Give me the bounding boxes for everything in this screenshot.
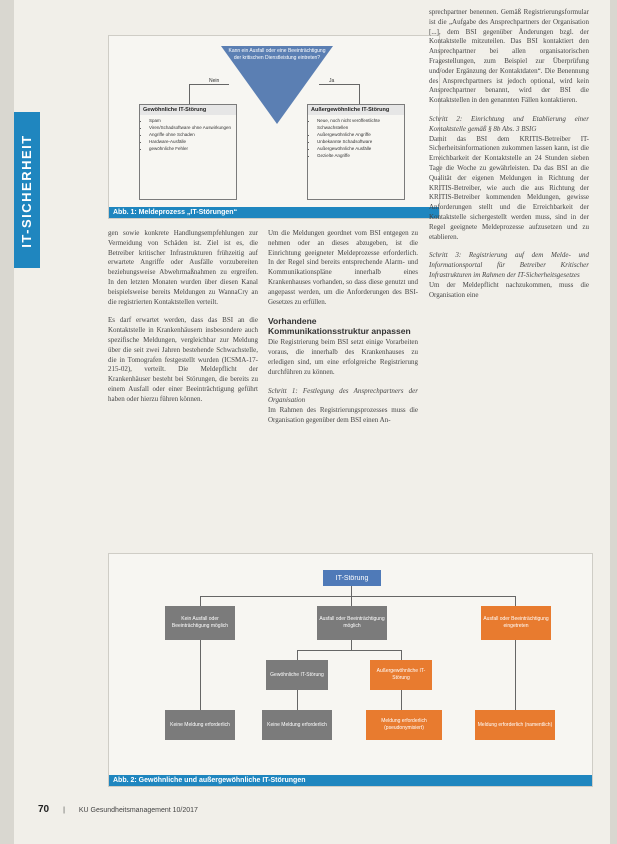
list-item: • Angriffe ohne Schaden (149, 131, 233, 138)
node-ordinary: Gewöhnliche IT-Störung (266, 660, 328, 690)
node-impact-occurred: Ausfall oder Beeinträchtigung eingetreten (481, 606, 551, 640)
box-aussergewoehnlich (307, 104, 405, 200)
connector (189, 84, 190, 104)
figure-caption: Abb. 1: Meldeprozess „IT-Störungen“ (109, 207, 439, 218)
list-item: • Gezielte Angriffe (317, 152, 401, 159)
text-column-2 (268, 229, 418, 435)
connector (351, 596, 352, 606)
paragraph: gen sowie konkrete Handlungsempfehlungen zur Vermeidung von Schäden ist. Ziel ist es, die Betreiber kritischer Infrastrukturen frühzeitig auf erwartete Angriffe oder Ausfälle vorzubereiten beziehungsweise Abwehrmaßnahmen zu ergreifen. In den letzten Monaten wurden über diesen Kanal beispielsweise bereits Meldungen zu WannaCry an die registrierten Kontaktstellen verteilt. (108, 229, 258, 306)
page (14, 0, 610, 844)
list-item: • Neue, noch nicht veröffentlichte Schwachstellen (317, 117, 401, 131)
step-heading: Schritt 2: Einrichtung und Etablierung einer Kontaktstelle gemäß § 8b Abs. 3 BSIG (429, 114, 589, 133)
paragraph: sprechpartner benennen. Gemäß Registrierungsformular ist die „Aufgabe des Ansprechpartners der Organisation [...], dem BSI gegenüber Änderungen bzgl. der Kontaktstelle mitzuteilen. Das BSI kontaktiert den Ansprechpartner bei allen organisatorischen Fragestellungen, zum Beispiel zur Überprüfung und/oder Ergänzung der Kontaktdaten“. Die Benennung des Ansprechpartners ist jedoch optional, wird kein Ansprechpartner benannt, wird der BSI die Kontaktstellen in den genannten Fällen kontaktieren. (429, 8, 589, 105)
figure-it-stoerungen (108, 553, 593, 787)
label-yes: Ja (329, 78, 335, 84)
box-list (140, 115, 236, 152)
paragraph: Um die Meldungen geordnet vom BSI entgegen zu nehmen oder an dieses abzugeben, ist die Einrichtung geeigneter Meldeprozesse erforderlich. In der Regel sind bereits entsprechende Alarm- und Kommunikationspläne innerhalb eines Krankenhauses vorhanden, so dass diese genutzt und angepasst werden, um die Anforderungen des BSI-Gesetzes zu erfüllen. (268, 229, 418, 306)
connector (200, 596, 516, 597)
connector (319, 84, 359, 85)
footer-source: KU Gesundheitsmanagement 10/2017 (78, 807, 198, 814)
list-item: • Außergewöhnliche Ausfälle (317, 145, 401, 152)
connector (200, 640, 201, 710)
list-item: • Unbekannte Schadsoftware (317, 138, 401, 145)
paragraph: Es darf erwartet werden, dass das BSI an die Kontaktstelle in Krankenhäusern insbesondere auch spezifische Meldungen, vergleichbar zur Meldung über die seit zwei Jahren bestehende Schwachstelle, die in Tomografen festgestellt wurden (ICSMA-17-215-02), verteilt. Die Meldepflicht der Krankenhäuser besteht bei Störungen, die bereits zu einem Ausfall oder einer Beeinträchtigung geführt haben oder hierzu führen können. (108, 316, 258, 403)
connector (351, 586, 352, 596)
footer-separator: | (63, 807, 65, 814)
figure-meldeprozess (108, 35, 440, 219)
connector (515, 596, 516, 606)
connector (515, 640, 516, 710)
box-title: Außergewöhnliche IT-Störung (308, 105, 404, 115)
sidebar (14, 0, 40, 844)
connector (401, 650, 402, 660)
text-column-1 (108, 229, 258, 414)
node-report-named: Meldung erforderlich (namentlich) (475, 710, 555, 740)
node-no-impact: Kein Ausfall oder Beeinträchtigung möglich (165, 606, 235, 640)
section-label: IT-SICHERHEIT (19, 134, 34, 248)
paragraph: Die Registrierung beim BSI setzt einige Vorarbeiten voraus, die innerhalb des Krankenhauses zu erledigen sind, um eine erfolgreiche Registrierung durchführen zu können. (268, 338, 418, 376)
section-heading: Vorhandene Kommunikationsstruktur anpassen (268, 316, 411, 337)
paragraph: Im Rahmen des Registrierungsprozesses muss die Organisation gegenüber dem BSI einen An- (268, 406, 418, 424)
connector (359, 84, 360, 104)
box-list (308, 115, 404, 159)
step-heading: Schritt 3: Registrierung auf dem Melde- und Informationsportal für Betreiber Kritischer Infrastrukturen im Rahmen der IT-Sicherheitsgesetzes (429, 251, 589, 279)
node-report-pseudonym: Meldung erforderlich (pseudonymisiert) (366, 710, 442, 740)
list-item: • Außergewöhnliche Angriffe (317, 131, 401, 138)
text-column-3 (429, 8, 589, 309)
box-title: Gewöhnliche IT-Störung (140, 105, 236, 115)
page-number: 70 (38, 804, 50, 815)
node-no-report-2: Keine Meldung erforderlich (262, 710, 332, 740)
connector (351, 640, 352, 650)
list-item: • gewöhnliche Fehler (149, 145, 233, 152)
node-extraordinary: Außergewöhnliche IT-Störung (370, 660, 432, 690)
step-heading: Schritt 1: Festlegung des Ansprechpartners der Organisation (268, 386, 418, 405)
node-root: IT-Störung (323, 570, 381, 586)
connector (189, 84, 229, 85)
connector (297, 690, 298, 710)
connector (200, 596, 201, 606)
node-possible-impact: Ausfall oder Beeinträchtigung möglich (317, 606, 387, 640)
list-item: • Spam (149, 117, 233, 124)
figure-caption: Abb. 2: Gewöhnliche und außergewöhnliche IT-Störungen (109, 775, 592, 786)
connector (297, 650, 401, 651)
node-no-report-1: Keine Meldung erforderlich (165, 710, 235, 740)
decision-text: Kann ein Ausfall oder eine Beeinträchtigung der kritischen Dienstleistung eintreten? (228, 48, 326, 61)
connector (297, 650, 298, 660)
list-item: • Hardware-Ausfälle (149, 138, 233, 145)
box-gewoehnlich (139, 104, 237, 200)
paragraph: Um der Meldepflicht nachzukommen, muss die Organisation eine (429, 280, 589, 299)
connector (401, 690, 402, 710)
list-item: • Viren/Schadsoftware ohne Auswirkungen (149, 124, 233, 131)
label-no: Nein (209, 78, 220, 84)
page-footer (38, 804, 198, 815)
paragraph: Damit das BSI dem KRITIS-Betreiber IT-Sicherheitsinformationen zukommen lassen kann, ist die Erreichbarkeit der Kontaktstelle an 24 Stunden sieben Tage die Woche zu gewährleisten. Da das BSI an die Qualität der eigenen Meldungen in Richtung der KRITIS-Betreiber, wie auch die aus Richtung der KRITIS-Betreiber kommenden Meldungen, gewisse Anforderungen stellt und die Erreichbarkeit der Kontaktstelle sichergestellt werden muss, sind in der Regel geeignete Meldeprozesse aufzusetzen und zu etablieren. (429, 134, 589, 241)
